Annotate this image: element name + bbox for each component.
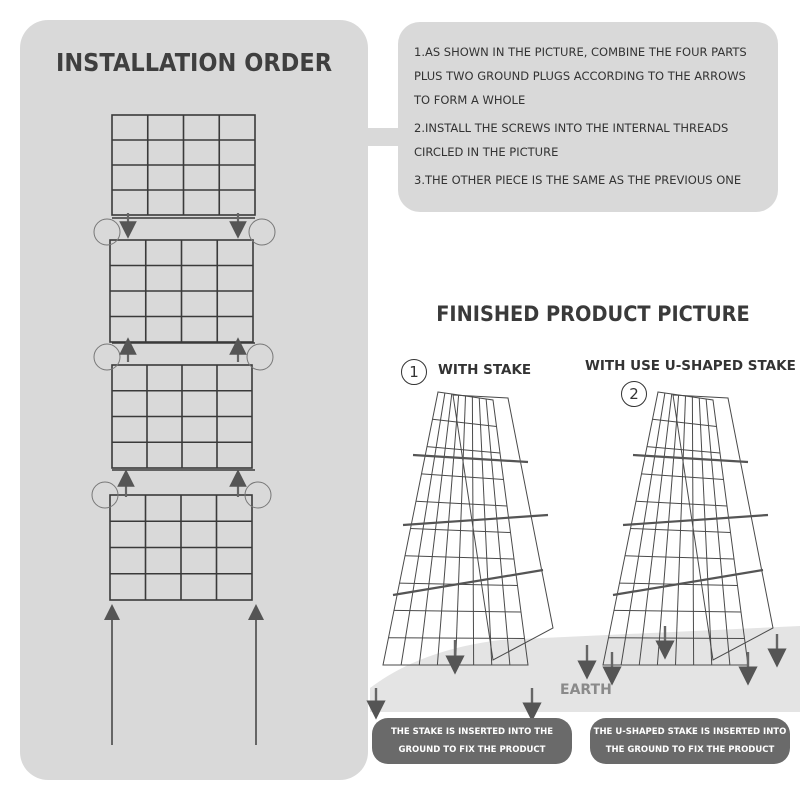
joint-circle xyxy=(94,219,120,245)
instruction-line: 2.INSTALL THE SCREWS INTO THE INTERNAL THREADS xyxy=(414,121,729,135)
instruction-line: CIRCLED IN THE PICTURE xyxy=(414,145,559,159)
frame-back-panel xyxy=(453,395,553,660)
caption-stake-line1: THE STAKE IS INSERTED INTO THE xyxy=(390,727,554,737)
caption-u-stake xyxy=(590,718,790,764)
instruction-line: PLUS TWO GROUND PLUGS ACCORDING TO THE ARROWS xyxy=(414,69,746,83)
frame-back-panel xyxy=(673,395,773,660)
caption-stake xyxy=(372,718,572,764)
frame-crossbar xyxy=(633,455,748,462)
frame-crossbar xyxy=(413,455,528,462)
option-1-label: WITH STAKE xyxy=(438,362,532,378)
caption-stake-line2: GROUND TO FIX THE PRODUCT xyxy=(398,745,546,755)
installation-title: INSTALLATION ORDER xyxy=(55,48,333,77)
finished-title: FINISHED PRODUCT PICTURE xyxy=(436,302,750,326)
instruction-line: 1.AS SHOWN IN THE PICTURE, COMBINE THE FOUR PARTS xyxy=(414,45,747,59)
option-2-label: WITH USE U-SHAPED STAKE xyxy=(585,358,796,374)
instruction-line: TO FORM A WHOLE xyxy=(414,93,526,107)
a-frame-with-stake xyxy=(383,392,553,665)
grid-panels xyxy=(92,115,275,600)
caption-u-stake-line2: THE GROUND TO FIX THE PRODUCT xyxy=(605,745,775,755)
a-frame-with-u-stake xyxy=(603,392,773,665)
option-2-number: 2 xyxy=(621,381,647,407)
caption-u-stake-line1: THE U-SHAPED STAKE IS INSERTED INTO xyxy=(593,727,787,737)
joint-circle xyxy=(247,344,273,370)
a-frame-trellises xyxy=(383,392,773,665)
joint-circle xyxy=(94,344,120,370)
instruction-line: 3.THE OTHER PIECE IS THE SAME AS THE PREVIOUS ONE xyxy=(414,173,742,187)
earth-label: EARTH xyxy=(560,682,612,698)
joint-circle xyxy=(249,219,275,245)
frame-wire xyxy=(389,638,525,639)
option-1-number: 1 xyxy=(401,359,427,385)
